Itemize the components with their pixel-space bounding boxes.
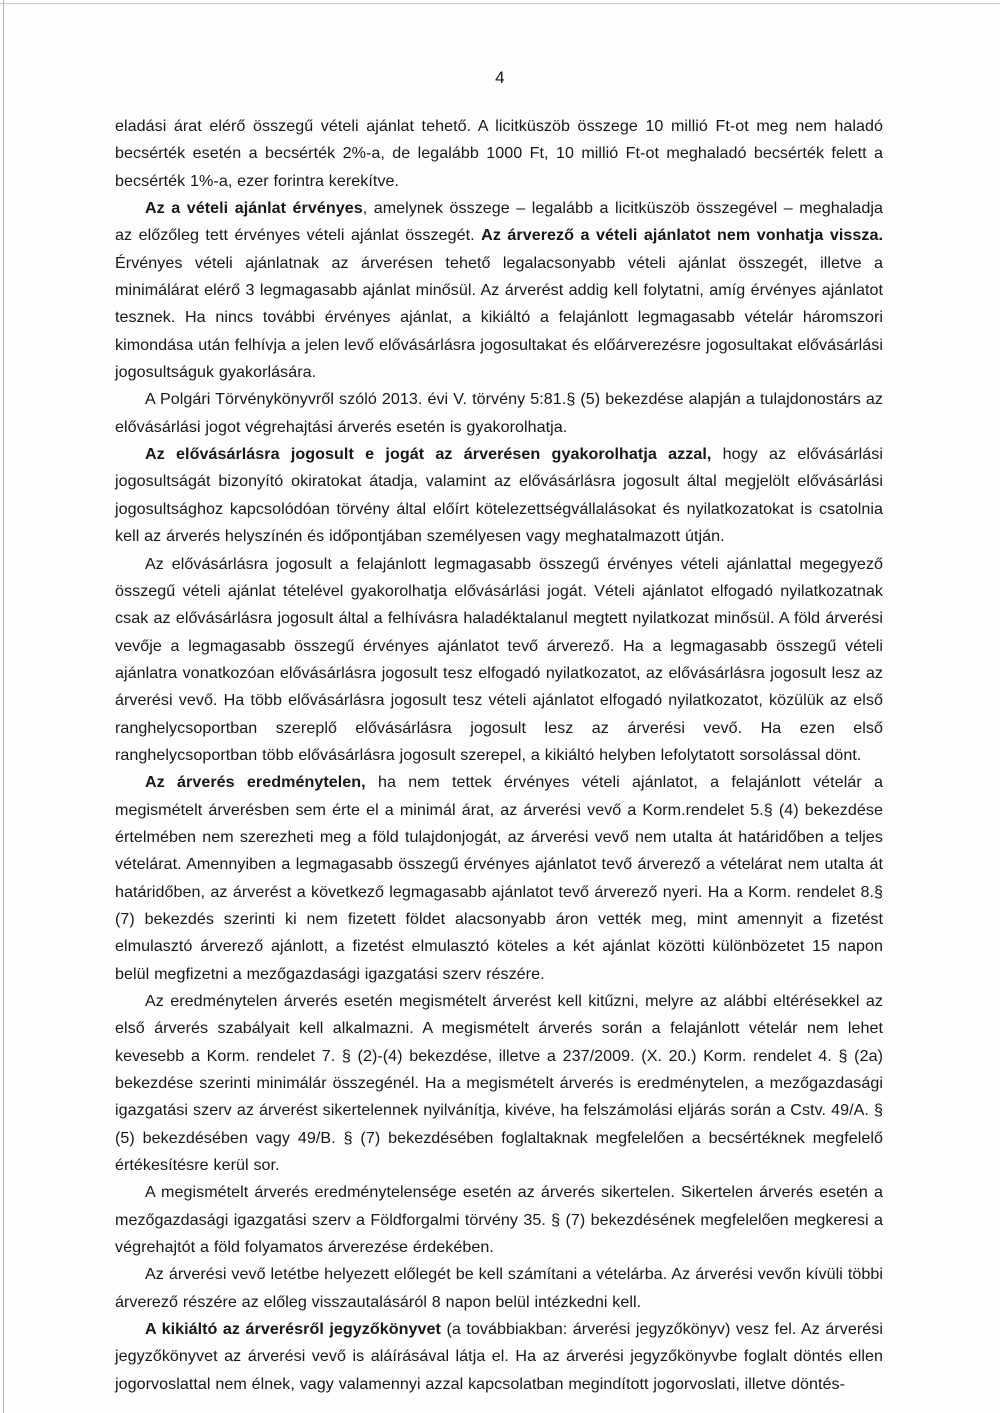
paragraph <box>115 769 883 988</box>
emphasis-run: Az elővásárlásra jogosult e jogát az árverésen gyakorolhatja azzal, <box>145 445 712 464</box>
paragraph <box>115 551 883 770</box>
text-run: , amelynek összege – legalább a licitküszöb összegével – meghaladja az előzőleg tett érvényes vételi ajánlat összegét. <box>115 199 883 245</box>
text-run: eladási árat elérő összegű vételi ajánlat tehető. A licitküszöb összege 10 millió Ft-ot meg nem haladó becsérték esetén a becsérték 2%-a, de legalább 1000 Ft, 10 millió Ft-ot meghaladó becsérték felett a becsérték 1%-a, ezer forintra kerekítve. <box>115 117 883 190</box>
text-run: hogy az elővásárlási jogosultságát bizonyító okiratokat átadja, valamint az elővásárlásra jogosult által megjelölt elővásárlási jogosultsághoz kapcsolódóan törvény által előírt kötelezettségvállalásokat és nyilatkozatokat is csatolnia kell az árverés helyszínén és időpontjában személyesen vagy meghatalmazott útján. <box>115 445 883 546</box>
paragraph <box>115 195 883 386</box>
text-run: Az elővásárlásra jogosult a felajánlott legmagasabb összegű érvényes vételi ajánlattal megegyező összegű vételi ajánlat tételével gyakorolhatja elővásárlási jogát. Vételi ajánlatot elfogadó nyilatkozatnak csak az elővásárlásra jogosult által a felhívásra haladéktalanul megtett nyilatkozat minősül. A föld árverési vevője a legmagasabb összegű érvényes ajánlatot tevő árverező. Ha a legmagasabb összegű vételi ajánlatra vonatkozóan elővásárlásra jogosult tesz elfogadó nyilatkozatot, az elővásárlásra jogosult lesz az árverési vevő. Ha több elővásárlásra jogosult tesz vételi ajánlatot elfogadó nyilatkozatot, közülük az első ranghelycsoportban szereplő elővásárlásra jogosult lesz az árverési vevő. Ha ezen első ranghelycsoportban több elővásárlásra jogosult szerepel, a kikiáltó helyben lefolytatott sorsolással dönt. <box>115 554 883 764</box>
paragraph <box>115 386 883 441</box>
page-number: 4 <box>495 68 505 87</box>
text-run: ha nem tettek érvényes vételi ajánlatot, a felajánlott vételár a megismételt árverésben sem érte el a minimál árat, az árverési vevő a Korm.rendelet 5.§ (4) bekezdése értelmében nem szerezheti meg a föld tulajdonjogát, az árverési vevő nem utalta át határidőben a teljes vételárat. Amennyiben a legmagasabb összegű érvényes ajánlatot tevő árverező a vételárat nem utalta át határidőben, az árverést a következő legmagasabb ajánlatot tevő árverező nyeri. Ha a Korm. rendelet 8.§ (7) bekezdés szerinti ki nem fizetett földet alacsonyabb áron vették meg, mint amennyit a fizetést elmulasztó árverező ajánlott, a fizetést elmulasztó köteles a két ajánlat közötti különbözetet 15 napon belül megfizetni a mezőgazdasági igazgatási szerv részére. <box>115 773 884 983</box>
scan-edge-top-line <box>0 3 1000 4</box>
paragraph <box>115 1261 883 1316</box>
text-run: Az árverési vevő letétbe helyezett előlegét be kell számítani a vételárba. Az árverési vevőn kívüli többi árverező részére az előleg visszautalásáról 8 napon belül intézkedni kell. <box>115 1265 883 1311</box>
emphasis-run: Az árverés eredménytelen, <box>145 773 366 792</box>
document-body <box>115 113 883 1398</box>
paragraph <box>115 1179 883 1261</box>
scan-edge-left-line <box>3 0 4 1413</box>
emphasis-run: A kikiáltó az árverésről jegyzőkönyvet <box>145 1320 441 1339</box>
text-run: (a továbbiakban: árverési jegyzőkönyv) vesz fel. Az árverési jegyzőkönyvet az árverési vevő is aláírásával látja el. Ha az árverési jegyzőkönyvbe foglalt döntés ellen jogorvoslattal nem élnek, vagy valamennyi azzal kapcsolatban megindított jogorvoslati, illetve döntés- <box>115 1320 883 1393</box>
emphasis-run: Az árverező a vételi ajánlatot nem vonhatja vissza. <box>481 226 883 245</box>
text-run: A megismételt árverés eredménytelensége esetén az árverés sikertelen. Sikertelen árverés esetén a mezőgazdasági igazgatási szerv a Földforgalmi törvény 35. § (7) bekezdésének megfelelően megkeresi a végrehajtót a föld folyamatos árverezése érdekében. <box>115 1183 883 1257</box>
paragraph <box>115 1316 883 1398</box>
text-run: Az eredménytelen árverés esetén megismételt árverést kell kitűzni, melyre az alábbi eltérésekkel az első árverés szabályait kell alkalmazni. A megismételt árverés során a felajánlott vételár nem lehet kevesebb a Korm. rendelet 7. § (2)-(4) bekezdése, illetve a 237/2009. (X. 20.) Korm. rendelet 4. § (2a) bekezdése szerinti minimálár összegénél. Ha a megismételt árverés is eredménytelen, a mezőgazdasági igazgatási szerv az árverést sikertelennek nyilvánítja, kivéve, ha felszámolási eljárás során a Cstv. 49/A. § (5) bekezdésében vagy 49/B. § (7) bekezdésében foglaltaknak megfelelően a becsértéknek megfelelő értékesítésre kerül sor. <box>115 992 883 1175</box>
text-run: Érvényes vételi ajánlatnak az árverésen tehető legalacsonyabb vételi ajánlat összegét, illetve a minimálárat elérő 3 legmagasabb ajánlat minősül. Az árverést addig kell folytatni, amíg érvényes ajánlatot tesznek. Ha nincs további érvényes ajánlat, a kikiáltó a felajánlott legmagasabb vételár háromszori kimondása után felhívja a jelen levő elővásárlásra jogosultakat és előárverezésre jogosultakat elővásárlási jogosultságuk gyakorlására. <box>115 253 883 382</box>
text-run: A Polgári Törvénykönyvről szóló 2013. évi V. törvény 5:81.§ (5) bekezdése alapján a tulajdonostárs az elővásárlási jogot végrehajtási árverés esetén is gyakorolhatja. <box>115 390 883 436</box>
emphasis-run: Az a vételi ajánlat érvényes <box>145 199 363 218</box>
paragraph <box>115 113 883 195</box>
paragraph <box>115 988 883 1179</box>
paragraph <box>115 441 883 550</box>
